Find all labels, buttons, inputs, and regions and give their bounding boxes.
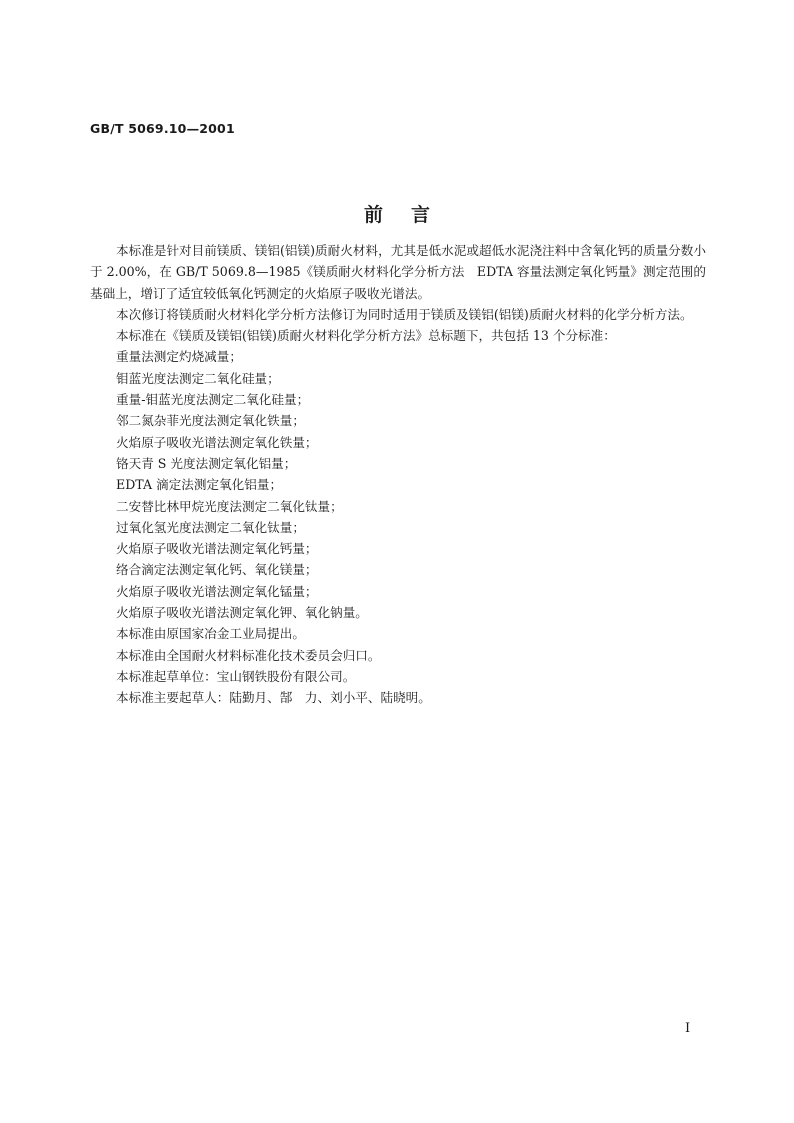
paragraph-committee: 本标准由全国耐火材料标准化技术委员会归口。: [116, 647, 381, 663]
page-number: Ⅰ: [685, 1021, 691, 1036]
list-item: 铬天青 S 光度法测定氧化铝量；: [116, 455, 297, 471]
paragraph-proposer: 本标准由原国家冶金工业局提出。: [116, 626, 305, 642]
standard-code: GB/T 5069.10—2001: [90, 121, 235, 136]
list-item: 火焰原子吸收光谱法测定氧化铁量；: [116, 434, 318, 450]
paragraph-drafting-unit: 本标准起草单位：宝山钢铁股份有限公司。: [116, 668, 356, 684]
list-item: 火焰原子吸收光谱法测定氧化锰量；: [116, 583, 318, 599]
method-list: [90, 346, 706, 623]
paragraph-revision: 本次修订将镁质耐火材料化学分析方法修订为同时适用于镁质及镁铝(铝镁)质耐火材料的化学分析方法。: [116, 306, 693, 322]
paragraph-series: 本标准在《镁质及镁铝(铝镁)质耐火材料化学分析方法》总标题下，共包括 13 个分标准：: [116, 328, 616, 344]
list-item: 邻二氮杂菲光度法测定氧化铁量；: [116, 413, 305, 429]
foreword-body: [90, 240, 706, 709]
list-item: 火焰原子吸收光谱法测定氧化钙量；: [116, 541, 318, 557]
list-item: EDTA 滴定法测定氧化铝量；: [116, 477, 283, 493]
page-title: 前言: [363, 204, 458, 226]
list-item: 络合滴定法测定氧化钙、氧化镁量；: [116, 562, 318, 578]
list-item: 火焰原子吸收光谱法测定氧化钾、氧化钠量。: [116, 605, 368, 621]
paragraph-scope: 本标准是针对目前镁质、镁铝(铝镁)质耐火材料，尤其是低水泥或超低水泥浇注料中含氧化钙的质量分数小于 2.00%，在 GB/T 5069.8—1985《镁质耐火材料化学分析方法 EDTA 容量法测定氧化钙量》测定范围的基础上，增订了适宜较低氧化钙测定的火焰原子吸收光谱法。: [90, 243, 706, 301]
list-item: 重量-钼蓝光度法测定二氧化硅量；: [116, 392, 310, 408]
list-item: 重量法测定灼烧减量；: [116, 349, 242, 365]
paragraph-drafters: 本标准主要起草人：陆勤月、郜 力、刘小平、陆晓明。: [116, 690, 431, 706]
list-item: 过氧化氢光度法测定二氧化钛量；: [116, 519, 305, 535]
list-item: 二安替比林甲烷光度法测定二氧化钛量；: [116, 498, 343, 514]
list-item: 钼蓝光度法测定二氧化硅量；: [116, 370, 280, 386]
